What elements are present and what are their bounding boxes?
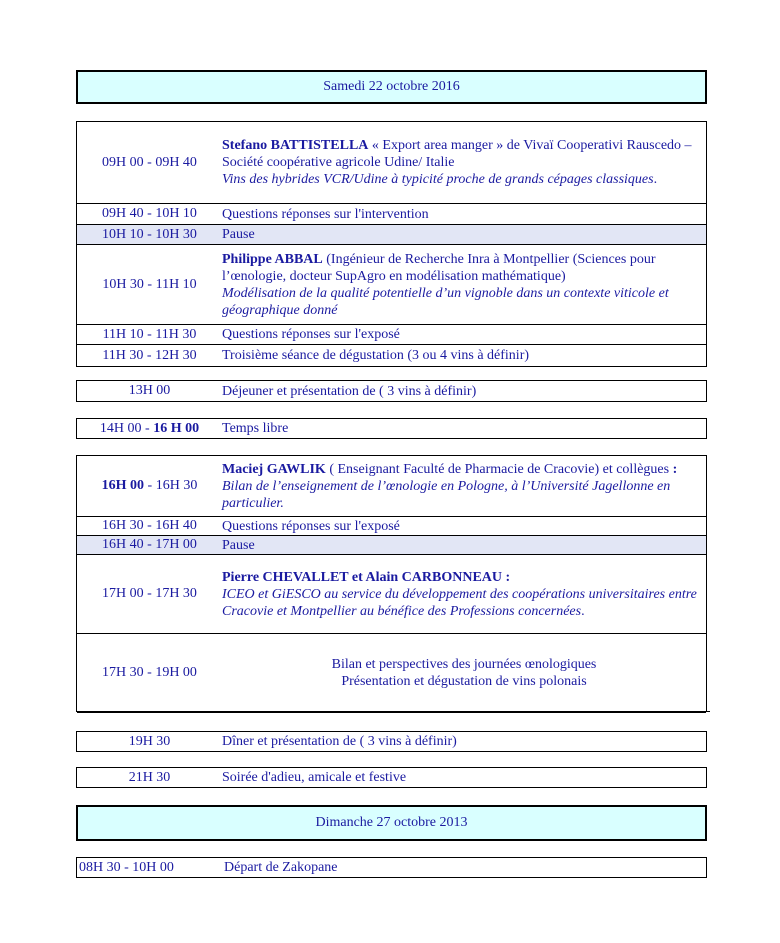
time-cell: 11H 10 - 11H 30	[102, 326, 197, 342]
time-end: - 16H 30	[144, 478, 198, 493]
table-row-pause	[77, 224, 706, 244]
description-cell	[222, 569, 706, 620]
time-cell: 09H 40 - 10H 10	[102, 206, 197, 221]
talk-title: Bilan de l’enseignement de l’œnologie en Pologne, à l’Université Jagellonne en particulier.	[222, 478, 671, 511]
table-row	[77, 732, 706, 751]
description-cell: Soirée d'adieu, amicale et festive	[222, 770, 407, 785]
day1-header	[76, 70, 707, 104]
time-cell: 09H 00 - 09H 40	[102, 154, 197, 170]
speaker-name: Pierre CHEVALLET et Alain CARBONNEAU :	[222, 569, 511, 585]
schedule-block-dinner	[76, 731, 707, 752]
talk-title: Modélisation de la qualité potentielle d’un vignoble dans un contexte viticole et géographique donné	[222, 285, 669, 318]
description-cell: Dîner et présentation de ( 3 vins à définir)	[222, 734, 457, 749]
talk-title: Vins des hybrides VCR/Udine à typicité proche de grands cépages classiques	[222, 172, 654, 187]
closing-line-1: Bilan et perspectives des journées œnologiques	[331, 657, 597, 672]
table-row	[77, 554, 706, 633]
time-cell: 21H 30	[128, 769, 171, 785]
schedule-block-free-time	[76, 418, 707, 439]
speaker-info: « Export area manger » de Vivaï Cooperativi Rauscedo – Société coopérative agricole Udine/ Italie	[222, 138, 692, 170]
speaker-name: Stefano BATTISTELLA	[222, 138, 369, 153]
speaker-colon: :	[672, 461, 678, 477]
time-cell: 17H 00 - 17H 30	[102, 586, 197, 601]
table-row	[77, 516, 706, 535]
description-cell	[222, 461, 706, 512]
day2-header-title: Dimanche 27 octobre 2013	[315, 815, 468, 830]
time-cell: 17H 30 - 19H 00	[102, 665, 197, 680]
table-row	[77, 203, 706, 224]
table-row-pause	[77, 535, 706, 554]
table-row	[77, 768, 706, 787]
time-cell: 11H 30 - 12H 30	[102, 347, 197, 363]
time-cell: 13H 00	[128, 383, 171, 398]
schedule-block-lunch	[76, 380, 707, 402]
schedule-block-departure	[76, 857, 707, 878]
speaker-info: ( Enseignant Faculté de Pharmacie de Cracovie) et collègues	[325, 461, 673, 477]
divider	[76, 711, 710, 712]
talk-title: ICEO et GiESCO au service du développement des coopérations universitaires entre Cracovie et Montpellier au bénéfice des Professions concernées	[222, 586, 697, 619]
description-cell: Troisième séance de dégustation (3 ou 4 vins à définir)	[222, 348, 530, 363]
description-cell: Déjeuner et présentation de ( 3 vins à définir)	[222, 383, 477, 399]
time-cell: 16H 40 - 17H 00	[102, 537, 197, 552]
description-cell: Départ de Zakopane	[224, 860, 338, 875]
description-cell	[222, 137, 706, 188]
description-cell: Questions réponses sur l'exposé	[222, 518, 400, 534]
speaker-info: (Ingénieur de Recherche Inra à Montpellier (Sciences pour l’œnologie, docteur SupAgro en modélisation mathématique)	[222, 251, 656, 284]
schedule-block-morning	[76, 121, 707, 367]
time-cell	[77, 478, 222, 494]
day1-header-title: Samedi 22 octobre 2016	[323, 79, 460, 94]
table-row	[77, 858, 706, 877]
time-cell	[77, 421, 222, 437]
table-row	[77, 344, 706, 366]
time-end: 16 H 00	[153, 420, 200, 436]
table-row	[77, 381, 706, 401]
table-row	[77, 419, 706, 438]
talk-title-end: .	[581, 603, 585, 619]
schedule-block-afternoon	[76, 455, 707, 712]
table-row	[77, 122, 706, 203]
table-row	[77, 244, 706, 324]
table-row	[77, 324, 706, 344]
time-cell: 10H 10 - 10H 30	[102, 226, 197, 242]
description-cell: Pause	[222, 537, 255, 553]
speaker-name: Philippe ABBAL	[222, 251, 323, 267]
description-cell: Pause	[222, 227, 255, 242]
time-cell: 19H 30	[128, 733, 171, 749]
time-start: 14H 00 -	[99, 420, 154, 436]
time-cell: 10H 30 - 11H 10	[102, 276, 197, 292]
table-row	[77, 633, 706, 713]
speaker-name: Maciej GAWLIK	[222, 461, 326, 477]
description-cell: Temps libre	[222, 421, 289, 436]
talk-title-end: .	[653, 172, 658, 187]
time-start: 16H 00	[101, 478, 145, 493]
description-cell	[222, 251, 706, 319]
table-row	[77, 456, 706, 516]
description-cell: Questions réponses sur l'exposé	[222, 327, 400, 342]
description-cell	[222, 656, 706, 690]
closing-line-2: Présentation et dégustation de vins polonais	[341, 674, 587, 689]
description-cell: Questions réponses sur l'intervention	[222, 206, 429, 222]
schedule-block-evening	[76, 767, 707, 788]
time-cell: 16H 30 - 16H 40	[102, 518, 197, 533]
time-cell: 08H 30 - 10H 00	[79, 859, 174, 875]
day2-header	[76, 805, 707, 841]
